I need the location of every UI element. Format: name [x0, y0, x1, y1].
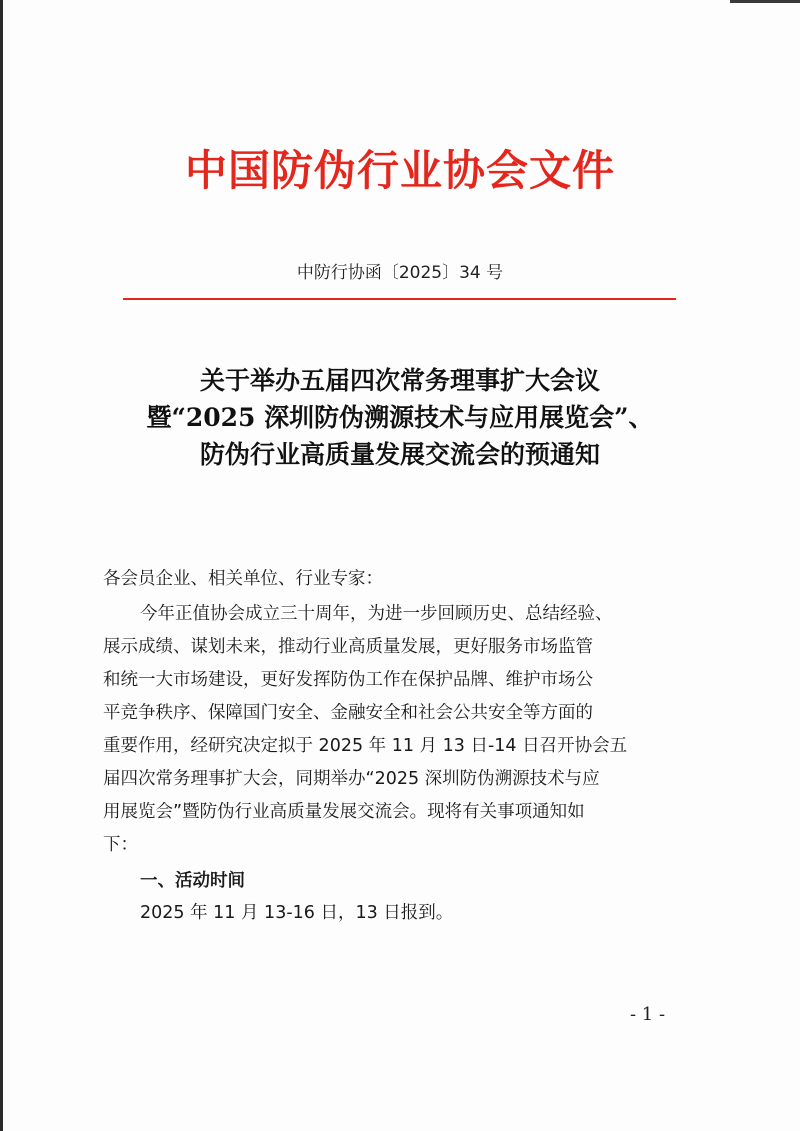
- document-title: [0, 362, 800, 473]
- section-heading-activity-time: 一、活动时间: [140, 871, 245, 891]
- salutation: 各会员企业、相关单位、行业专家：: [103, 569, 383, 589]
- page-number: - 1 -: [630, 1004, 666, 1025]
- scan-edge-top: [730, 0, 800, 3]
- paragraph-line: 和统一大市场建设，更好发挥防伪工作在保护品牌、维护市场公: [103, 670, 593, 690]
- document-number: 中防行协函〔2025〕34 号: [296, 263, 504, 283]
- paragraph-line: 展示成绩、谋划未来，推动行业高质量发展，更好服务市场监管: [103, 637, 593, 657]
- org-document-header: 中国防伪行业协会文件: [184, 146, 615, 195]
- red-divider-line: [123, 298, 676, 300]
- paragraph-line: 用展览会”暨防伪行业高质量发展交流会。现将有关事项通知如: [103, 802, 585, 822]
- title-line-2: 暨“2025 深圳防伪溯源技术与应用展览会”、: [146, 403, 654, 432]
- title-line-3: 防伪行业高质量发展交流会的预通知: [199, 440, 600, 469]
- intro-paragraph: [103, 598, 703, 862]
- paragraph-line: 届四次常务理事扩大会，同期举办“2025 深圳防伪溯源技术与应: [103, 769, 600, 789]
- document-body: [103, 563, 703, 929]
- paragraph-line: 重要作用，经研究决定拟于 2025 年 11 月 13 日-14 日召开协会五: [103, 736, 628, 756]
- paragraph-line: 平竞争秩序、保障国门安全、金融安全和社会公共安全等方面的: [103, 703, 593, 723]
- paragraph-line: 下：: [103, 835, 138, 855]
- paragraph-line: 今年正值协会成立三十周年，为进一步回顾历史、总结经验、: [140, 604, 613, 624]
- title-line-1: 关于举办五届四次常务理事扩大会议: [199, 366, 600, 395]
- section-text-activity-time: 2025 年 11 月 13-16 日，13 日报到。: [140, 903, 454, 923]
